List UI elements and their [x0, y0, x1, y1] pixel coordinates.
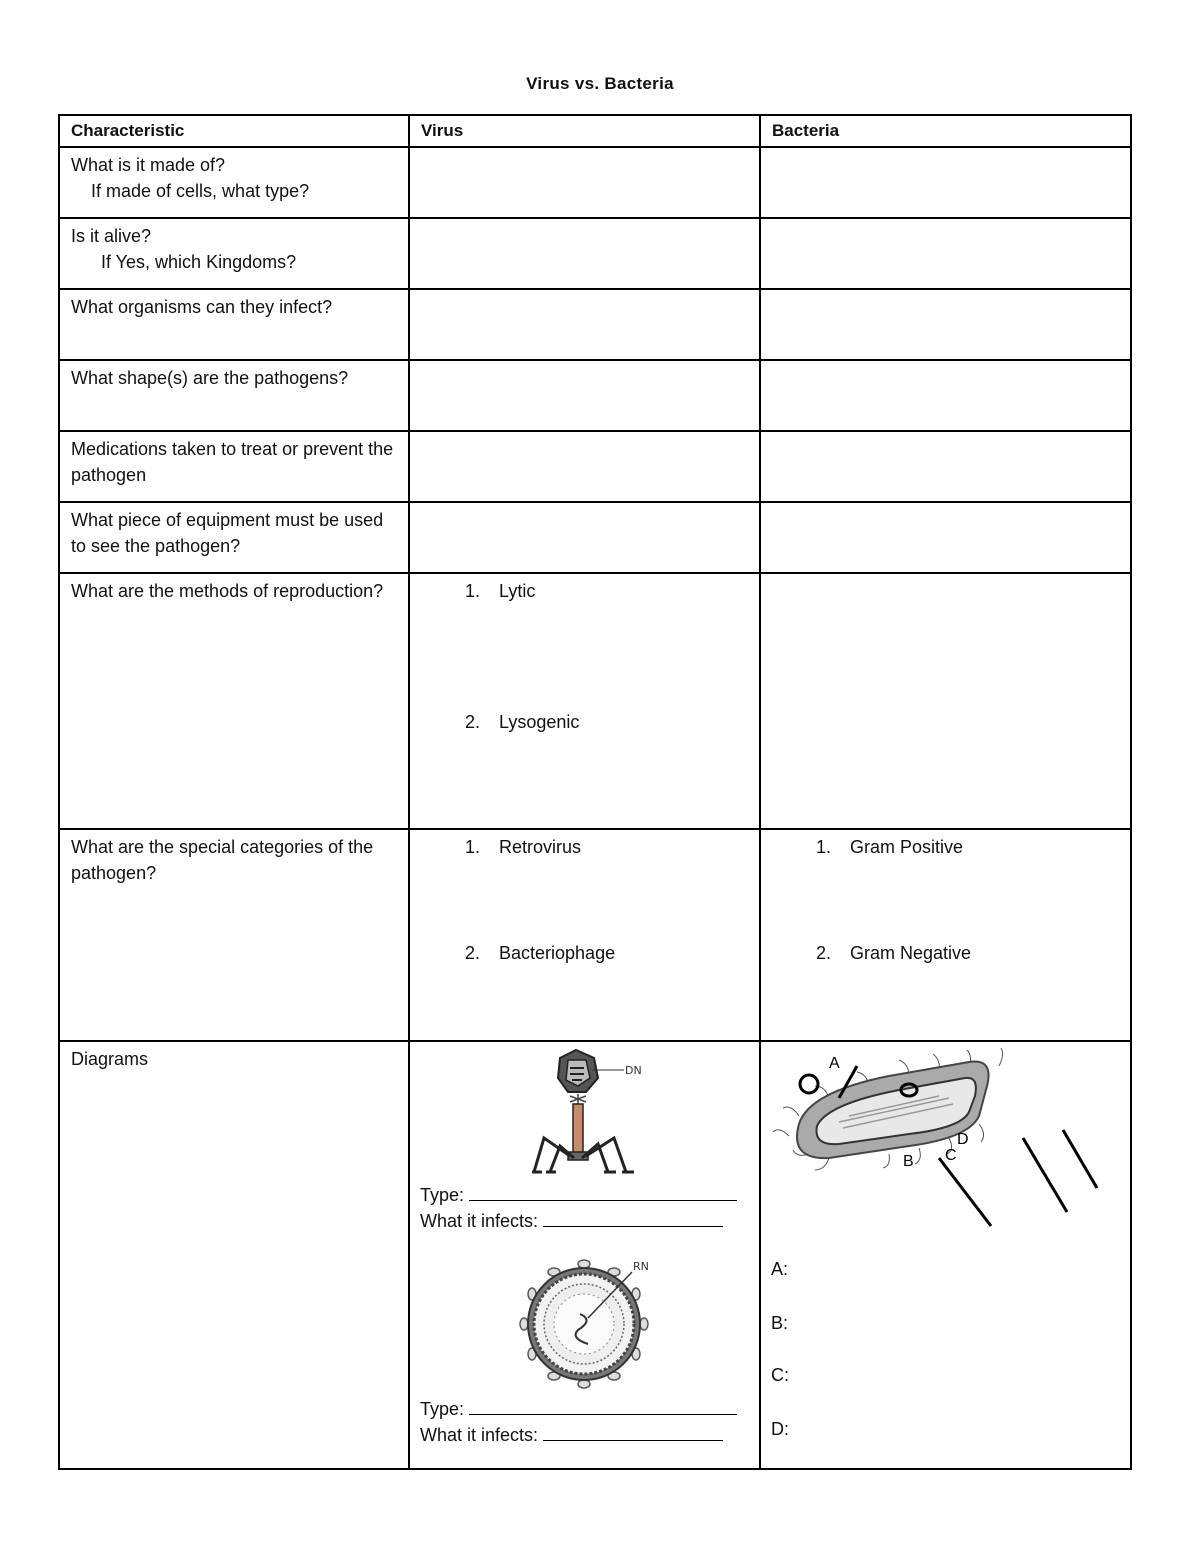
- bacteria-answer-cell[interactable]: [760, 829, 1131, 1041]
- label-c: C: [945, 1147, 957, 1164]
- question-cell: What organisms can they infect?: [59, 289, 409, 360]
- question-cell: [59, 147, 409, 218]
- phage-type-line[interactable]: Type:: [420, 1180, 737, 1208]
- list-item: 2. Lysogenic: [465, 712, 580, 732]
- list-item: 1. Retrovirus: [465, 837, 582, 857]
- virus-answer-cell[interactable]: [409, 431, 760, 502]
- virus-answer-cell[interactable]: [409, 289, 760, 360]
- label-a: A: [829, 1055, 840, 1072]
- bacteria-answer-cell[interactable]: [760, 218, 1131, 289]
- bacteria-diagram-cell: [760, 1041, 1131, 1469]
- header-characteristic: Characteristic: [59, 115, 409, 147]
- spacer: [421, 860, 748, 940]
- table-row: [59, 218, 1131, 289]
- list-item: 2. Bacteriophage: [465, 943, 616, 963]
- question-text: What is it made of?: [71, 155, 226, 175]
- bacteria-answer-cell[interactable]: [760, 289, 1131, 360]
- phage-infects-line[interactable]: What it infects:: [420, 1206, 723, 1234]
- label-d: D: [957, 1131, 969, 1148]
- part-b-answer[interactable]: B:: [771, 1313, 789, 1333]
- table-row: [59, 147, 1131, 218]
- label-b: B: [903, 1153, 914, 1170]
- header-row: [59, 115, 1131, 147]
- question-text: Is it alive?: [71, 226, 152, 246]
- bacterium-image: [769, 1046, 1125, 1236]
- retrovirus-image: [514, 1254, 654, 1392]
- table-row: [59, 431, 1131, 502]
- virus-diagram-cell: [409, 1041, 760, 1469]
- bacteria-answer-cell[interactable]: [760, 360, 1131, 431]
- bacteria-answer-cell[interactable]: [760, 502, 1131, 573]
- question-cell: Diagrams: [59, 1041, 409, 1469]
- table-row: [59, 829, 1131, 1041]
- part-a-answer[interactable]: A:: [771, 1259, 789, 1279]
- bacteria-category-list: [772, 834, 1119, 966]
- table-row: [59, 502, 1131, 573]
- list-item: 1. Gram Positive: [816, 837, 964, 857]
- question-subtext: If Yes, which Kingdoms?: [101, 252, 297, 272]
- retro-rna-label: RN: [633, 1260, 649, 1273]
- question-cell: Medications taken to treat or prevent the pathogen: [59, 431, 409, 502]
- virus-category-list: [421, 834, 748, 966]
- table-row: [59, 289, 1131, 360]
- virus-answer-cell[interactable]: [409, 573, 760, 829]
- spacer: [772, 860, 1119, 940]
- retro-type-line[interactable]: Type:: [420, 1394, 737, 1422]
- bacteriophage-image: [524, 1042, 646, 1178]
- bacteria-answer-cell[interactable]: [760, 431, 1131, 502]
- question-cell: [59, 218, 409, 289]
- question-cell: What are the methods of reproduction?: [59, 573, 409, 829]
- bacteria-answer-cell[interactable]: [760, 147, 1131, 218]
- reproduction-list: [421, 578, 748, 735]
- header-virus: Virus: [409, 115, 760, 147]
- question-cell: What shape(s) are the pathogens?: [59, 360, 409, 431]
- list-item: 2. Gram Negative: [816, 943, 972, 963]
- table-row: [59, 360, 1131, 431]
- bacteria-answer-cell[interactable]: [760, 573, 1131, 829]
- page-title: Virus vs. Bacteria: [526, 74, 674, 93]
- question-cell: What are the special categories of the pathogen?: [59, 829, 409, 1041]
- spacer: [421, 604, 748, 709]
- part-c-answer[interactable]: C:: [771, 1365, 789, 1385]
- retro-infects-line[interactable]: What it infects:: [420, 1420, 723, 1448]
- list-item: 1. Lytic: [465, 581, 536, 601]
- table-row: [59, 573, 1131, 829]
- part-d-answer[interactable]: D:: [771, 1419, 789, 1439]
- virus-answer-cell[interactable]: [409, 360, 760, 431]
- header-bacteria: Bacteria: [760, 115, 1131, 147]
- virus-answer-cell[interactable]: [409, 502, 760, 573]
- virus-answer-cell[interactable]: [409, 829, 760, 1041]
- virus-answer-cell[interactable]: [409, 147, 760, 218]
- question-cell: What piece of equipment must be used to see the pathogen?: [59, 502, 409, 573]
- phage-dna-label: DN: [625, 1064, 642, 1077]
- question-subtext: If made of cells, what type?: [91, 181, 310, 201]
- virus-answer-cell[interactable]: [409, 218, 760, 289]
- comparison-table: [58, 114, 1132, 1470]
- table-row: [59, 1041, 1131, 1469]
